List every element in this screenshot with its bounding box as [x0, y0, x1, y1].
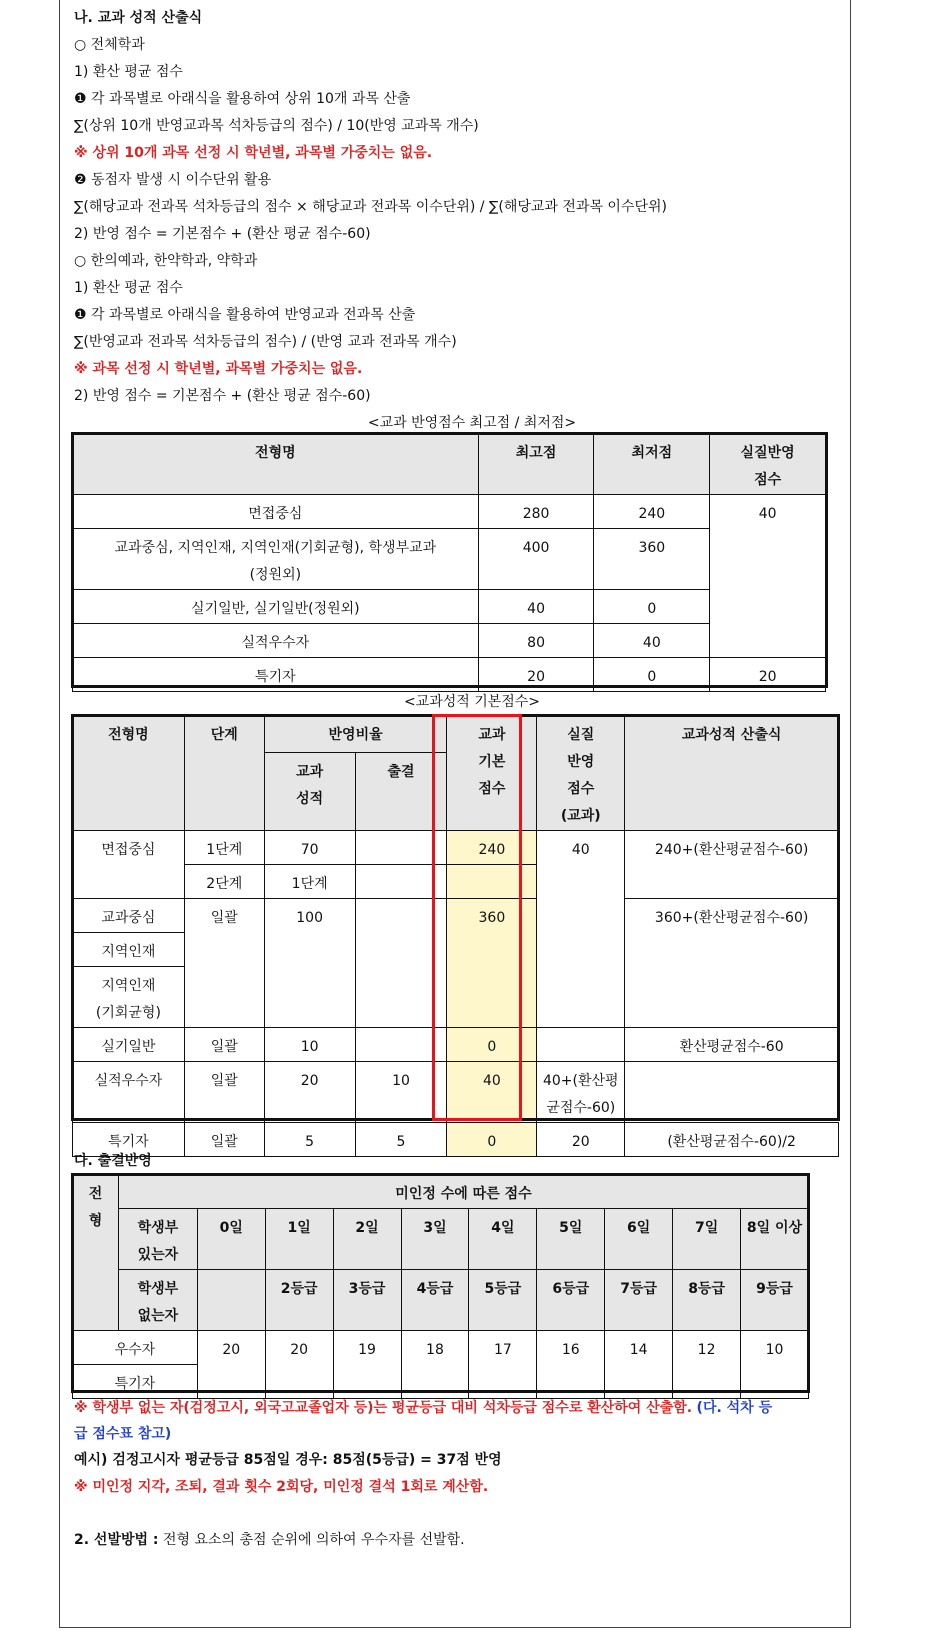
table-cell: 0	[447, 1123, 537, 1157]
note-line: ※ 과목 선정 시 학년별, 과목별 가중치는 없음.	[74, 361, 363, 377]
max-min-score-table	[72, 433, 826, 692]
note-line: ※ 학생부 없는 자(검정고시, 외국고교졸업자 등)는 평균등급 대비 석차등급 점수로 환산하여 산출함. (다. 석차 등	[74, 1400, 773, 1416]
table-cell: 20	[478, 658, 594, 692]
example-line: 예시) 검정고시자 평균등급 85점일 경우: 85점(5등급) = 37점 반영	[74, 1452, 502, 1468]
table-cell: 면접중심	[73, 831, 185, 899]
col-header: 교과 성적	[264, 752, 355, 830]
grade-cell: 7등급	[605, 1270, 673, 1331]
grade-cell: 8등급	[673, 1270, 741, 1331]
table-cell: 실기일반	[73, 1028, 185, 1062]
table-cell: 40	[710, 495, 826, 658]
score-cell: 20	[197, 1331, 265, 1399]
table-cell: 240+(환산평균점수-60)	[625, 831, 839, 899]
table-cell: 실기일반, 실기일반(정원외)	[73, 590, 479, 624]
table-cell: 70	[264, 831, 355, 865]
table-cell: 280	[478, 495, 594, 529]
table-cell: 5	[355, 1123, 447, 1157]
day-cell: 3일	[401, 1209, 469, 1270]
score-cell: 16	[537, 1331, 605, 1399]
table-cell	[355, 1028, 447, 1062]
table-cell: 특기자	[73, 1123, 185, 1157]
text-line: ❶ 각 과목별로 아래식을 활용하여 반영교과 전과목 산출	[74, 307, 416, 323]
grade-cell: 6등급	[537, 1270, 605, 1331]
text-line: ❶ 각 과목별로 아래식을 활용하여 상위 10개 과목 산출	[74, 91, 411, 107]
table-cell: 40	[594, 624, 710, 658]
col-header: 전형명	[73, 716, 185, 831]
table-cell: 20	[537, 1123, 625, 1157]
attendance-title: 다. 출결반영	[74, 1153, 152, 1169]
table-cell: 일괄	[184, 899, 264, 1028]
col-header: 단계	[184, 716, 264, 831]
note-line: ※ 상위 10개 과목 선정 시 학년별, 과목별 가중치는 없음.	[74, 145, 433, 161]
score-cell: 17	[469, 1331, 537, 1399]
row-header: 학생부 없는자	[118, 1270, 197, 1331]
day-cell: 2일	[333, 1209, 401, 1270]
table-cell: 40	[537, 831, 625, 1028]
score-cell: 12	[673, 1331, 741, 1399]
table-cell: 면접중심	[73, 495, 479, 529]
table-cell	[355, 899, 447, 1028]
table-cell: 일괄	[184, 1123, 264, 1157]
col-header: 최저점	[594, 434, 710, 495]
day-cell: 6일	[605, 1209, 673, 1270]
table-cell: 0	[594, 590, 710, 624]
table-cell: 특기자	[73, 658, 479, 692]
grade-cell: 5등급	[469, 1270, 537, 1331]
col-header: 전형명	[73, 434, 479, 495]
table-cell: 2단계	[184, 865, 264, 899]
day-cell: 5일	[537, 1209, 605, 1270]
table-cell: 240	[594, 495, 710, 529]
table-cell: 0	[447, 1028, 537, 1062]
table-cell	[537, 1028, 625, 1062]
table1-caption: <교과 반영점수 최고점 / 최저점>	[367, 415, 577, 431]
day-cell: 4일	[469, 1209, 537, 1270]
text-line: 2) 반영 점수 = 기본점수 + (환산 평균 점수-60)	[74, 388, 371, 404]
section-title: 나. 교과 성적 산출식	[74, 10, 203, 26]
table-cell	[355, 831, 447, 865]
table-cell: 환산평균점수-60	[625, 1028, 839, 1062]
grade-cell: 2등급	[265, 1270, 333, 1331]
col-header: 전 형	[73, 1175, 119, 1331]
table-cell: 10	[355, 1062, 447, 1123]
note-line: ※ 미인정 지각, 조퇴, 결과 횟수 2회당, 미인정 결석 1회로 계산함.	[74, 1479, 489, 1495]
base-score-table	[72, 715, 839, 1157]
col-header: 최고점	[478, 434, 594, 495]
text-line: 1) 환산 평균 점수	[74, 64, 183, 80]
score-cell: 10	[741, 1331, 809, 1399]
selection-line: 2. 선발방법 : 전형 요소의 총점 순위에 의하여 우수자를 선발함.	[74, 1532, 465, 1548]
table-cell: 우수자	[73, 1331, 198, 1365]
note-line: 급 점수표 참고)	[74, 1426, 172, 1442]
score-cell: 14	[605, 1331, 673, 1399]
formula-line: ∑(해당교과 전과목 석차등급의 점수 × 해당교과 전과목 이수단위) / ∑(해당교과 전과목 이수단위)	[74, 199, 667, 215]
table2-caption: <교과성적 기본점수>	[403, 694, 541, 710]
text-line: 2) 반영 점수 = 기본점수 + (환산 평균 점수-60)	[74, 226, 371, 242]
grade-cell	[197, 1270, 265, 1331]
table-cell: 20	[710, 658, 826, 692]
table-cell: 80	[478, 624, 594, 658]
table-cell: 실적우수자	[73, 1062, 185, 1123]
day-cell: 7일	[673, 1209, 741, 1270]
col-header: 교과성적 산출식	[625, 716, 839, 831]
table-cell: 특기자	[73, 1365, 198, 1399]
table-cell: 40	[478, 590, 594, 624]
col-header: 교과 기본 점수	[447, 716, 537, 831]
score-cell: 20	[265, 1331, 333, 1399]
day-cell: 1일	[265, 1209, 333, 1270]
table-cell: 교과중심, 지역인재, 지역인재(기회균형), 학생부교과 (정원외)	[73, 529, 479, 590]
table-cell: 40	[447, 1062, 537, 1123]
formula-line: ∑(상위 10개 반영교과목 석차등급의 점수) / 10(반영 교과목 개수)	[74, 118, 479, 134]
text-line: ○ 한의예과, 한약학과, 약학과	[74, 253, 258, 269]
text-line: ❷ 동점자 발생 시 이수단위 활용	[74, 172, 272, 188]
day-cell: 8일 이상	[741, 1209, 809, 1270]
table-cell: 1단계	[184, 831, 264, 865]
table-cell: 지역인재	[73, 933, 185, 967]
attendance-table	[72, 1174, 809, 1399]
col-header: 실질 반영 점수 (교과)	[537, 716, 625, 831]
table-cell: 40+(환산평균점수-60)	[537, 1062, 625, 1123]
table-cell: 360	[594, 529, 710, 590]
day-cell: 0일	[197, 1209, 265, 1270]
table-cell: 360	[447, 899, 537, 1028]
table-cell: 일괄	[184, 1028, 264, 1062]
score-cell: 19	[333, 1331, 401, 1399]
table-cell: 10	[264, 1028, 355, 1062]
col-header: 출결	[355, 752, 447, 830]
table-cell: 실적우수자	[73, 624, 479, 658]
grade-cell: 4등급	[401, 1270, 469, 1331]
table-cell: 100	[264, 899, 355, 1028]
grade-cell: 9등급	[741, 1270, 809, 1331]
table-cell: 20	[264, 1062, 355, 1123]
table-cell	[355, 865, 447, 899]
table-cell: 일괄	[184, 1062, 264, 1123]
table-cell: 5	[264, 1123, 355, 1157]
table-cell: 240	[447, 831, 537, 865]
formula-line: ∑(반영교과 전과목 석차등급의 점수) / (반영 교과 전과목 개수)	[74, 334, 457, 350]
table-cell: 400	[478, 529, 594, 590]
text-line: ○ 전체학과	[74, 37, 145, 53]
col-header: 미인정 수에 따른 점수	[118, 1175, 808, 1209]
table-cell: 교과중심	[73, 899, 185, 933]
col-header: 반영비율	[264, 716, 447, 753]
table-cell: 지역인재 (기회균형)	[73, 967, 185, 1028]
grade-cell: 3등급	[333, 1270, 401, 1331]
table-cell: (환산평균점수-60)/2	[625, 1123, 839, 1157]
table-cell: 360+(환산평균점수-60)	[625, 899, 839, 1028]
score-cell: 18	[401, 1331, 469, 1399]
col-header: 실질반영 점수	[710, 434, 826, 495]
table-cell	[447, 865, 537, 899]
text-line: 1) 환산 평균 점수	[74, 280, 183, 296]
row-header: 학생부 있는자	[118, 1209, 197, 1270]
table-cell: 1단계	[264, 865, 355, 899]
table-cell: 0	[594, 658, 710, 692]
